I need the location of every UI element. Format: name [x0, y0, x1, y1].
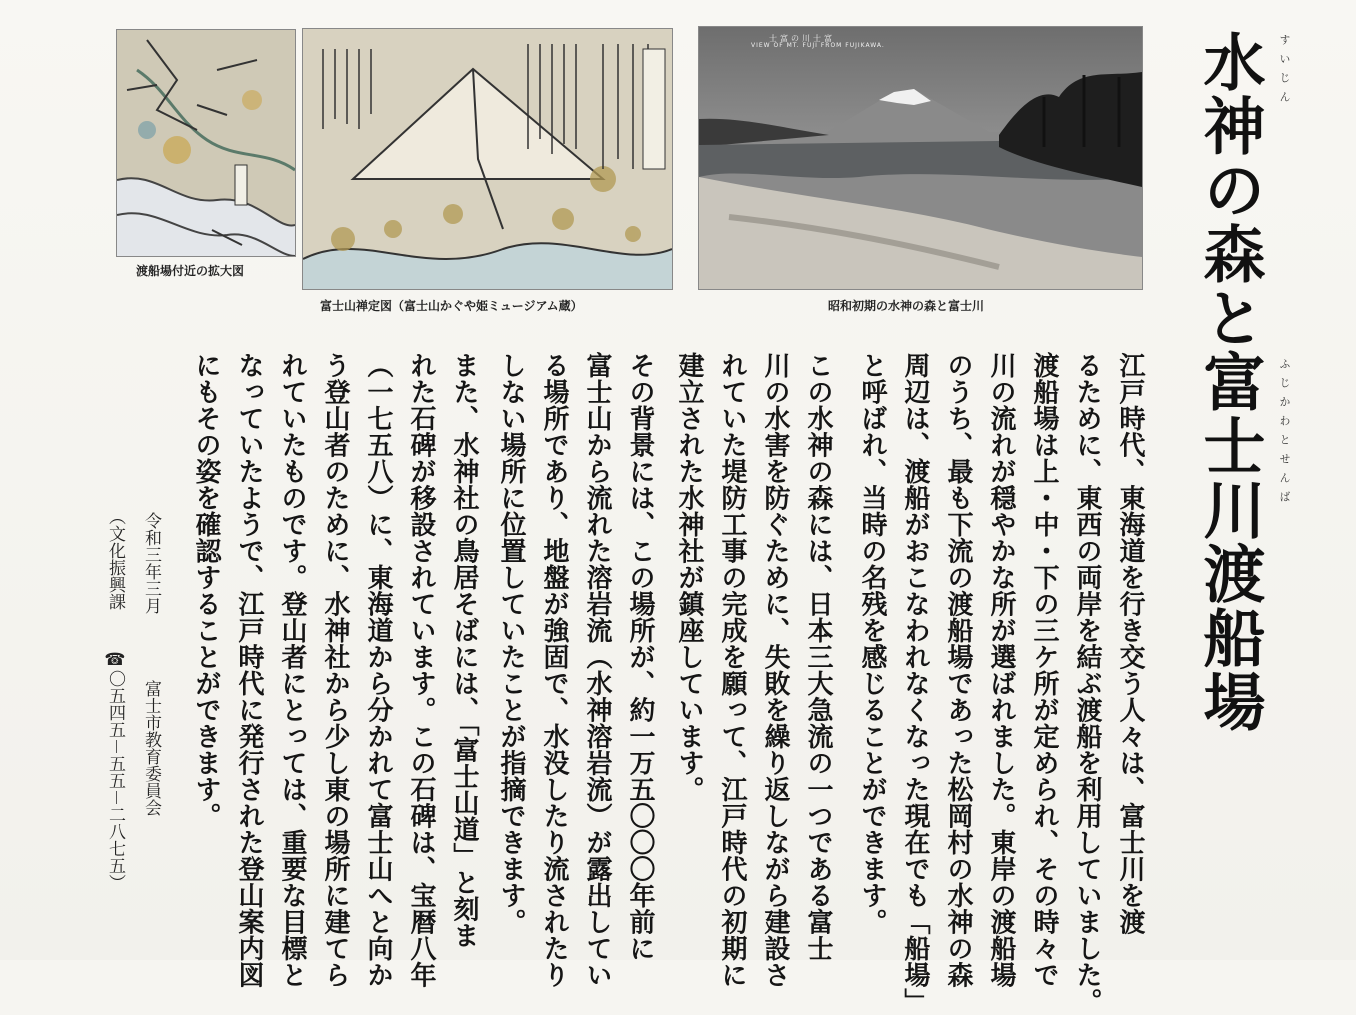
body-column-2: るために、東西の両岸を結ぶ渡船を利用していました。 — [1072, 352, 1102, 1015]
body-column-9: 川の水害を防ぐために、失敗を繰り返しながら建設さ — [760, 352, 790, 988]
footer-date: 令和三年三月 — [141, 512, 161, 614]
body-column-15: しない場所に位置していたことが指摘できます。 — [496, 352, 526, 935]
title-ruby-fujikawa-tosenba: ふじかわとせんば — [1278, 358, 1291, 510]
body-column-5: のうち、最も下流の渡船場であった松岡村の水神の森 — [943, 352, 973, 988]
body-column-11: 建立された水神社が鎮座しています。 — [674, 352, 704, 803]
body-column-1: 江戸時代、東海道を行き交う人々は、富士川を渡 — [1115, 352, 1145, 935]
sign-title: 水神の森と富士川渡船場 — [1193, 30, 1266, 734]
photo-caption-top: 士富の川士富 — [769, 34, 835, 43]
body-column-3: 渡船場は上・中・下の三ケ所が定められ、その時々で — [1029, 352, 1059, 988]
body-column-20: れていたものです。登山者にとっては、重要な目標と — [277, 352, 307, 988]
map-zoom-caption: 渡船場付近の拡大図 — [136, 264, 245, 278]
zen-map-image — [302, 28, 673, 290]
map-zoom-image — [116, 29, 296, 257]
body-column-21: なっていたようで、江戸時代に発行された登山案内図 — [234, 352, 264, 988]
body-column-8: この水神の森には、日本三大急流の一つである富士 — [803, 352, 833, 962]
footer-org: 富士市教育委員会 — [141, 680, 161, 816]
body-column-19: う登山者のために、水神社から少し東の場所に建てら — [320, 352, 350, 988]
body-column-17: れた石碑が移設されています。この石碑は、宝暦八年 — [406, 352, 436, 988]
body-column-4: 川の流れが穏やかな所が選ばれました。東岸の渡船場 — [986, 352, 1016, 988]
zen-map-illustration — [303, 29, 672, 289]
body-column-22: にもその姿を確認することができます。 — [191, 352, 221, 829]
title-ruby-suijin: すいじん — [1278, 34, 1291, 110]
footer-phone: ☎〇五四五－五五－二八七五） — [105, 650, 125, 891]
body-column-12: その背景には、この場所が、約一万五〇〇〇年前に — [625, 352, 655, 962]
body-column-7: と呼ばれ、当時の名残を感じることができます。 — [857, 352, 887, 935]
body-column-6: 周辺は、渡船がおこなわれなくなった現在でも「船場」 — [900, 352, 930, 1015]
zen-map-caption: 富士山禅定図（富士山かぐや姫ミュージアム蔵） — [320, 299, 583, 313]
footer-dept: （文化振興課 — [105, 508, 125, 610]
body-column-10: れていた堤防工事の完成を願って、江戸時代の初期に — [717, 352, 747, 988]
historic-photo-illustration — [699, 27, 1142, 289]
body-column-16: また、水神社の鳥居そばには、「富士山道」と刻ま — [449, 352, 479, 949]
body-column-13: 富士山から流れた溶岩流（水神溶岩流）が露出してい — [582, 352, 612, 988]
historic-photo — [698, 26, 1143, 290]
body-column-14: る場所であり、地盤が強固で、水没したり流されたり — [539, 352, 569, 988]
body-column-18: （一七五八）に、東海道から分かれて富士山へと向か — [363, 352, 393, 988]
map-zoom-illustration — [117, 30, 295, 256]
historic-photo-caption: 昭和初期の水神の森と富士川 — [828, 299, 985, 313]
photo-caption-en: VIEW OF MT. FUJI FROM FUJIKAWA. — [751, 42, 885, 49]
